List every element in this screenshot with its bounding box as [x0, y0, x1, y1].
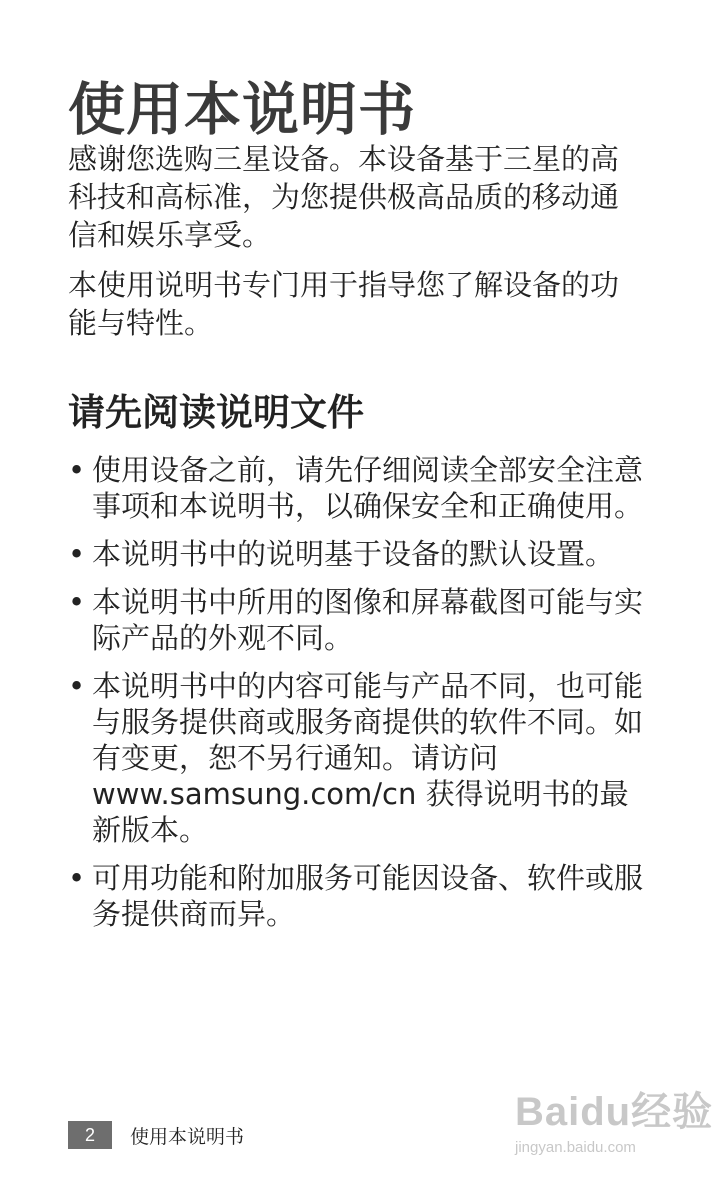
list-item	[68, 860, 643, 932]
list-item-text: 可用功能和附加服务可能因设备、软件或服务提供商而异。	[92, 861, 644, 931]
list-item-text-after: 获得说明书的最新版本。	[92, 777, 629, 847]
intro-section	[68, 140, 643, 354]
watermark-url: jingyan.baidu.com	[515, 1139, 636, 1156]
bullet-list	[68, 452, 643, 944]
page-title: 使用本说明书	[68, 77, 416, 143]
bullet-icon: •	[68, 453, 86, 487]
intro-paragraph-1: 感谢您选购三星设备。本设备基于三星的高科技和高标准，为您提供极高品质的移动通信和娱乐享受。	[68, 142, 620, 252]
bullet-icon: •	[68, 861, 86, 895]
list-item	[68, 536, 643, 572]
intro-paragraph-2: 本使用说明书专门用于指导您了解设备的功能与特性。	[68, 268, 620, 340]
bullet-icon: •	[68, 669, 86, 703]
list-item-text-before: 本说明书中的内容可能与产品不同，也可能与服务提供商或服务商提供的软件不同。如有变更，恕不另行通知。请访问	[92, 669, 644, 775]
bullet-icon: •	[68, 585, 86, 619]
bullet-icon: •	[68, 537, 86, 571]
list-item-text: 本说明书中所用的图像和屏幕截图可能与实际产品的外观不同。	[92, 585, 644, 655]
footer-title: 使用本说明书	[130, 1125, 245, 1148]
section-heading: 请先阅读说明文件	[68, 391, 364, 434]
page-number: 2	[68, 1121, 112, 1149]
list-item	[68, 452, 643, 524]
samsung-url-link[interactable]: www.samsung.com/cn	[92, 777, 417, 811]
baidu-logo: Baidu经验	[515, 1090, 714, 1134]
list-item-text: 本说明书中的说明基于设备的默认设置。	[92, 537, 615, 571]
list-item-text: 使用设备之前，请先仔细阅读全部安全注意事项和本说明书，以确保安全和正确使用。	[92, 453, 644, 523]
list-item	[68, 584, 643, 656]
baidu-watermark	[515, 1080, 715, 1170]
page-footer	[68, 1120, 244, 1150]
list-item	[68, 668, 643, 848]
